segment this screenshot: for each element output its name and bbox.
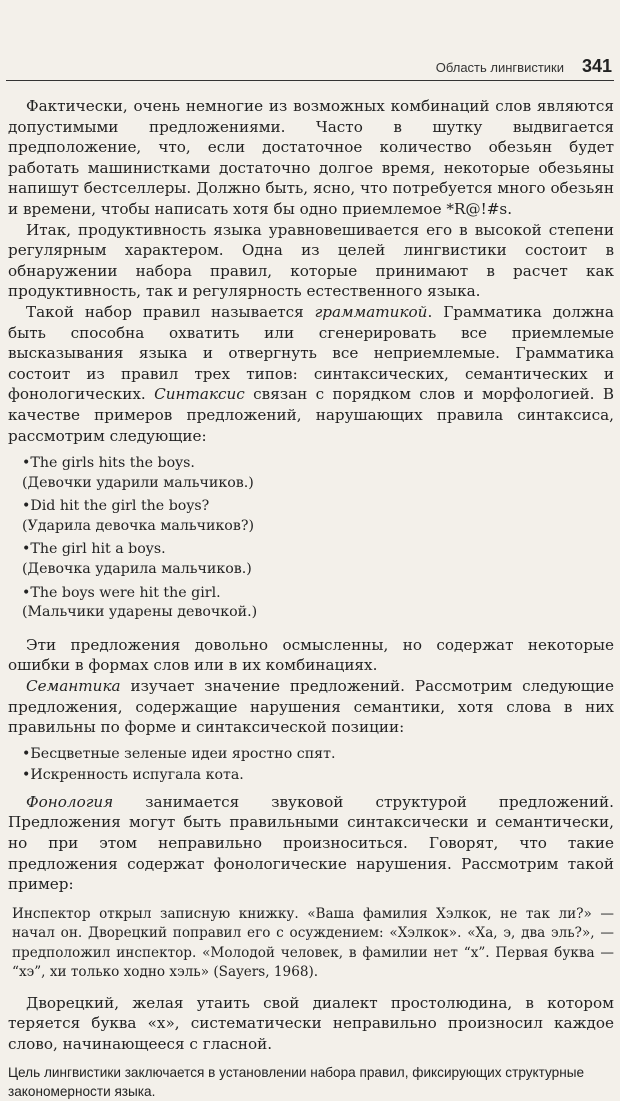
syntax-example: •Did hit the girl the boys? (Ударила девочка мальчиков?) bbox=[22, 498, 254, 534]
syntax-example: •The boys were hit the girl. (Мальчики ударены девочкой.) bbox=[22, 584, 258, 621]
paragraph: Семантика изучает значение предложений. Рассмотрим следующие предложения, содержащие нарушения семантики, хотя слова в них правильны по форме и синтаксической позиции: bbox=[8, 677, 614, 737]
syntax-example: •The girl hit a boys. (Девочка ударила мальчиков.) bbox=[22, 541, 252, 578]
page-body bbox=[8, 96, 614, 1101]
running-header bbox=[6, 58, 614, 81]
syntax-example: •The girls hits the boys. (Девочки ударили мальчиков.) bbox=[22, 455, 254, 491]
paragraph: Фонология занимается звуковой структурой предложений. Предложения могут быть правильными синтаксически и семантически, но при этом неправильно произноситься. Говорят, что такие предложения содержат фонологические нарушения. Рассмотрим такой пример: bbox=[8, 792, 614, 894]
page-number: 341 bbox=[581, 56, 612, 76]
term-semantics: Семантика bbox=[26, 677, 121, 696]
term-phonology: Фонология bbox=[26, 792, 114, 811]
summary-note: Цель лингвистики заключается в установлении набора правил, фиксирующих структурные закономерности языка. bbox=[8, 1064, 585, 1099]
term-grammar: грамматикой bbox=[314, 302, 428, 321]
paragraph: Дворецкий, желая утаить свой диалект простолюдина, в котором теряется буква «х», систематически неправильно произносил каждое слово, начинающееся с гласной. bbox=[8, 993, 614, 1053]
header-title: Область лингвистики bbox=[435, 60, 564, 75]
term-syntax: Синтаксис bbox=[154, 385, 245, 404]
paragraph: Итак, продуктивность языка уравновешивается его в высокой степени регулярным характером. Одна из целей лингвистики состоит в обнаружении набора правил, которые принимают в расчет как продуктивность, так и регулярность естественного языка. bbox=[8, 220, 614, 301]
list-item: •Искренность испугала кота. bbox=[22, 766, 244, 783]
paragraph: Такой набор правил называется грамматикой. Грамматика должна быть способна охватить или сгенерировать все приемлемые высказывания языка и отвергнуть все неприемлемые. Грамматика состоит из правил трех типов: синтаксических, семантических и фонологических. Синтаксис связан с порядком слов и морфологией. В качестве примеров предложений, нарушающих правила синтаксиса, рассмотрим следующие: bbox=[8, 302, 614, 445]
list-item: •Бесцветные зеленые идеи яростно спят. bbox=[22, 745, 336, 762]
paragraph: Эти предложения довольно осмысленны, но содержат некоторые ошибки в формах слов или в их комбинациях. bbox=[8, 635, 614, 675]
paragraph: Фактически, очень немногие из возможных комбинаций слов являются допустимыми предложениями. Часто в шутку выдвигается предположение, что, если достаточное количество обезьян будет работать машинистками достаточно долгое время, некоторые обезьяны напишут бестселлеры. Должно быть, ясно, что потребуется много обезьян и времени, чтобы написать хотя бы одно приемлемое *R@!#s. bbox=[8, 97, 614, 218]
semantic-examples bbox=[22, 744, 614, 786]
quote-block: Инспектор открыл записную книжку. «Ваша фамилия Хэлкок, не так ли?» — начал он. Дворецкий поправил его с осуждением: «Хэлкок». «Ха, э, два эль?», — предположил инспектор. «Молодой человек, в фамилии нет “х”. Первая буква — “хэ”, хи только ходно хэль» (Sayers, 1968). bbox=[12, 905, 614, 981]
